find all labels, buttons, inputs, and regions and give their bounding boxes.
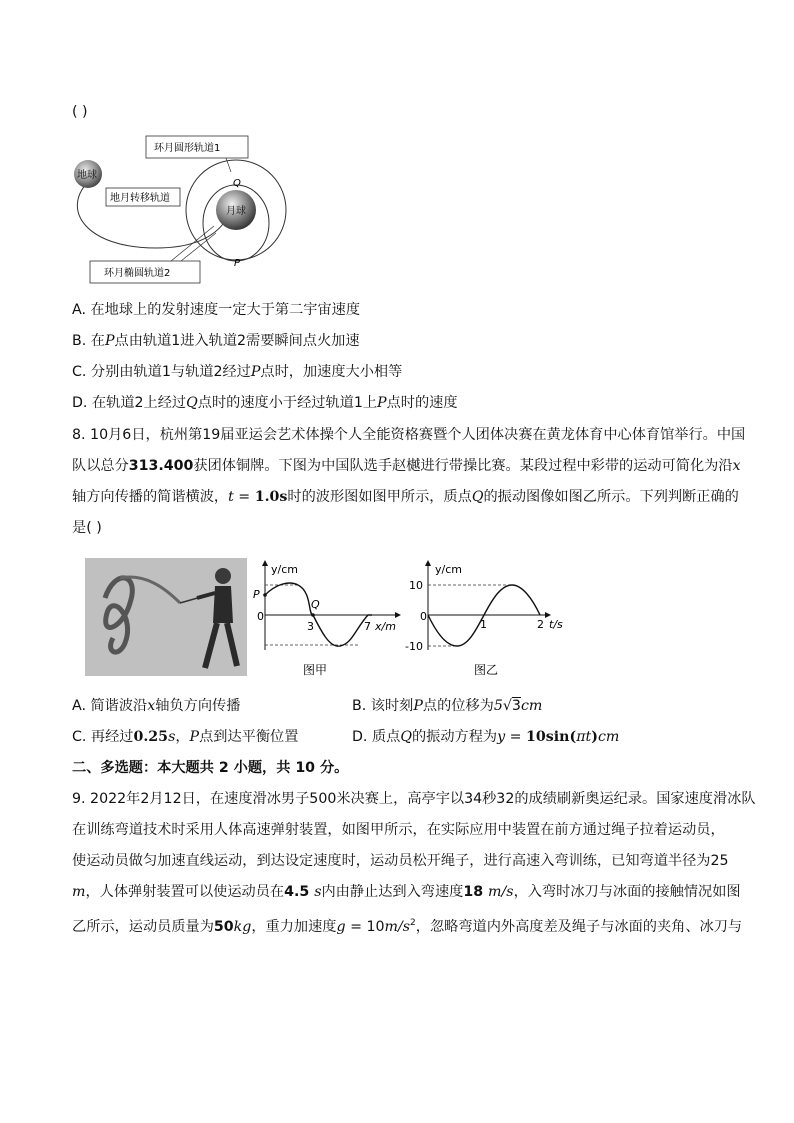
svg-text:地球: 地球 [77, 170, 97, 181]
orbit-diagram [66, 130, 326, 290]
svg-text:环月椭圆轨道2: 环月椭圆轨道2 [104, 268, 171, 279]
q8-option-b: B. 该时刻P点的位移为5√3cm [352, 698, 543, 714]
q9-line-1: 9. 2022年2月12日，在速度滑冰男子500米决赛上，高亭宇以34秒32的成绩刷新奥运纪录。国家速度滑冰队 [72, 791, 756, 807]
q8-line-3: 轴方向传播的简谐横波，t = 1.0s时的波形图如图甲所示，质点Q的振动图像如图乙所示。下列判断正确的 [72, 489, 739, 505]
q8-option-d: D. 质点Q的振动方程为y = 10sin(πt)cm [352, 729, 620, 745]
svg-text:环月圆形轨道1: 环月圆形轨道1 [154, 143, 221, 154]
svg-text:P: P [253, 588, 260, 601]
svg-text:2: 2 [537, 618, 544, 631]
svg-text:Q: Q [233, 178, 241, 189]
svg-text:图乙: 图乙 [474, 663, 499, 677]
q7-paren: ( ) [72, 104, 88, 120]
svg-text:y/cm: y/cm [435, 563, 462, 576]
svg-text:0: 0 [257, 610, 264, 623]
gymnast-photo [85, 558, 247, 676]
q7-option-a: A. 在地球上的发射速度一定大于第二宇宙速度 [72, 302, 361, 318]
svg-text:月球: 月球 [226, 206, 246, 217]
q8-line-1: 8. 10月6日，杭州第19届亚运会艺术体操个人全能资格赛暨个人团体决赛在黄龙体育中心体育馆举行。中国 [72, 427, 746, 443]
svg-text:-10: -10 [405, 640, 423, 653]
svg-text:地月转移轨道: 地月转移轨道 [110, 193, 170, 204]
svg-text:0: 0 [420, 610, 427, 623]
section-heading: 二、多选题：本大题共 2 小题，共 10 分。 [72, 760, 349, 776]
q9-line-2: 在训练弯道技术时采用人体高速弹射装置，如图甲所示，在实际应用中装置在前方通过绳子拉着运动员， [72, 822, 725, 838]
q9-line-3: 使运动员做匀加速直线运动，到达设定速度时，运动员松开绳子，进行高速入弯训练，已知弯道半径为25 [72, 853, 729, 869]
svg-text:7: 7 [364, 620, 371, 633]
q9-line-4: m，人体弹射装置可以使运动员在4.5 s内由静止达到入弯速度18 m/s，入弯时冰刀与冰面的接触情况如图 [72, 884, 741, 900]
svg-text:P: P [234, 258, 241, 269]
svg-text:图甲: 图甲 [303, 663, 328, 677]
q8-option-a: A. 简谐波沿x轴负方向传播 [72, 698, 241, 714]
graph-b-vibration [400, 558, 575, 683]
svg-text:x/m: x/m [375, 620, 396, 633]
point-p [263, 593, 267, 597]
graph-a-wave [250, 558, 410, 683]
q7-option-d: D. 在轨道2上经过Q点时的速度小于经过轨道1上P点时的速度 [72, 395, 458, 411]
q8-line-2: 队以总分313.400获团体铜牌。下图为中国队选手赵樾进行带操比赛。某段过程中彩带的运动可简化为沿x [72, 458, 741, 474]
svg-text:3: 3 [307, 620, 314, 633]
point-q [311, 613, 315, 617]
svg-text:10: 10 [409, 579, 423, 592]
svg-text:t/s: t/s [549, 618, 563, 631]
q8-line-4: 是( ) [72, 520, 102, 536]
q9-line-5: 乙所示，运动员质量为50kg，重力加速度$g = 10m/s^2$，忽略弯道内外高度差及绳子与冰面的夹角、冰刀与 [72, 918, 743, 935]
q8-option-c: C. 再经过0.25s，P点到达平衡位置 [72, 729, 299, 745]
svg-text:y/cm: y/cm [271, 563, 298, 576]
q7-option-b: B. 在P点由轨道1进入轨道2需要瞬间点火加速 [72, 333, 360, 349]
svg-text:1: 1 [480, 618, 487, 631]
q7-option-c: C. 分别由轨道1与轨道2经过P点时，加速度大小相等 [72, 364, 403, 380]
svg-text:Q: Q [311, 598, 320, 611]
